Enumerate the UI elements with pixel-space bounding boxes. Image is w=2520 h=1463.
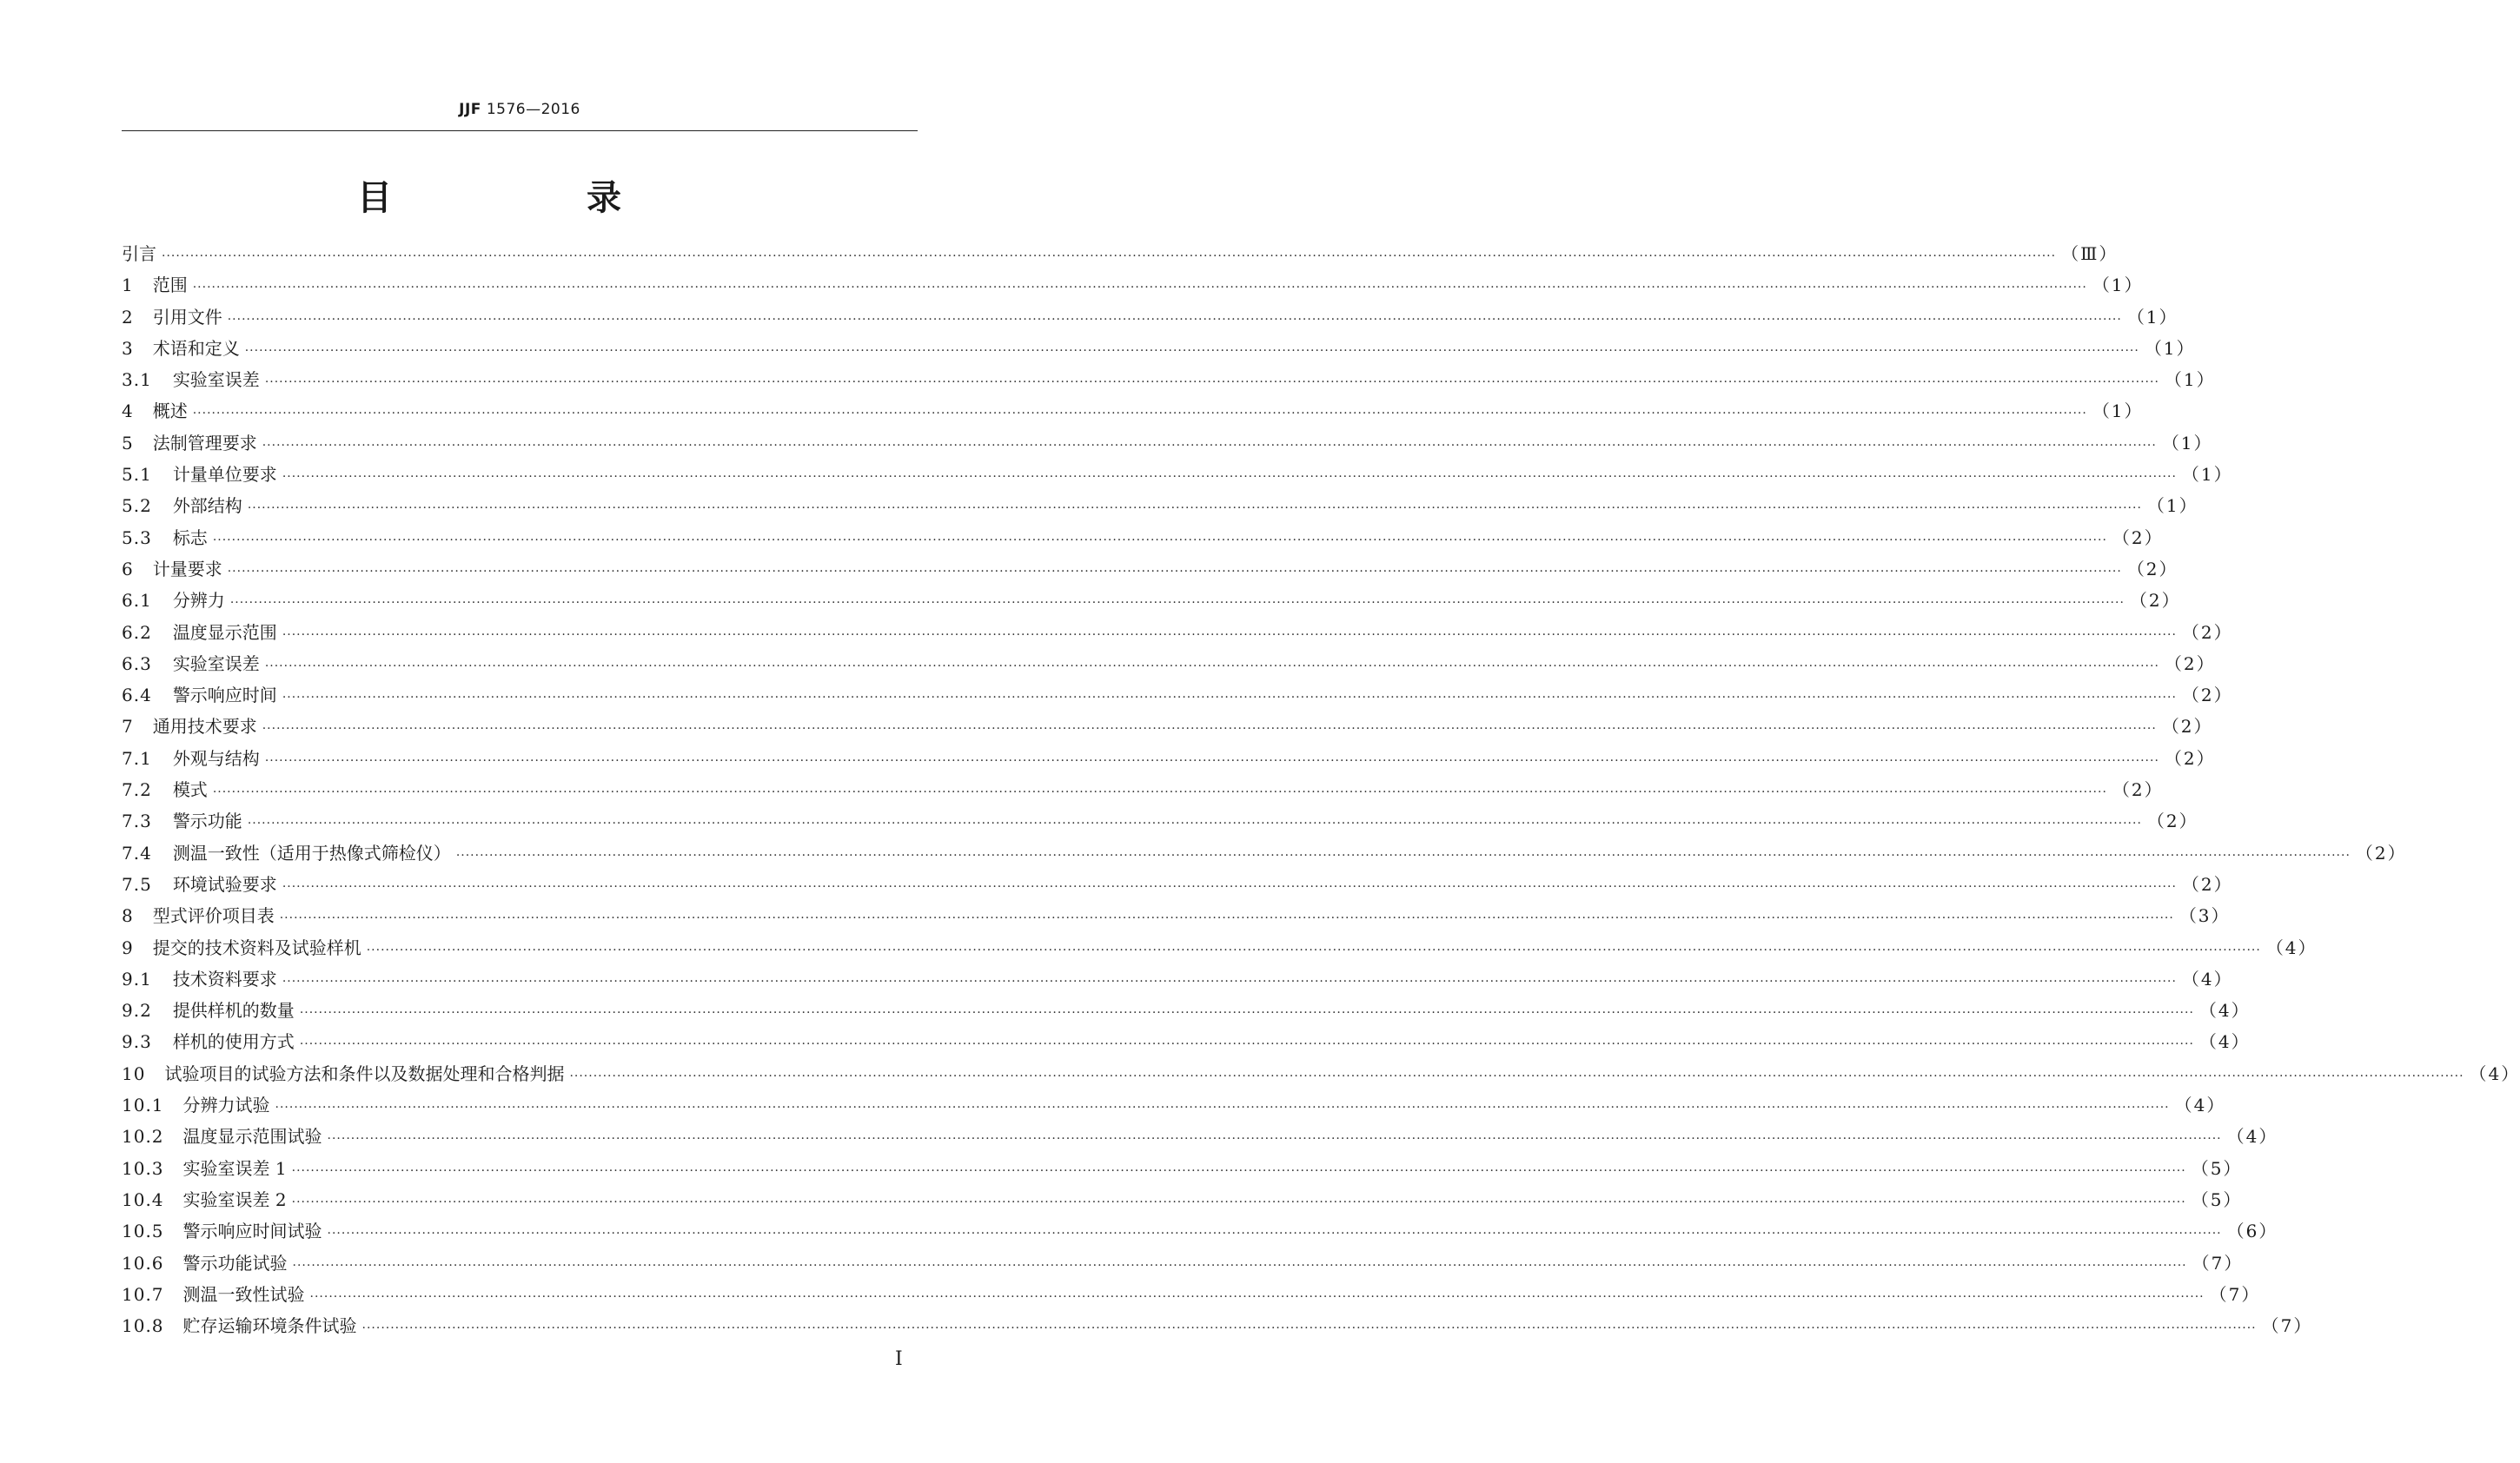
toc-entry-number: 9.3 — [122, 1031, 152, 1053]
toc-entry-number: 6.1 — [122, 590, 152, 612]
toc-entry-label: 型式评价项目表 — [152, 905, 275, 927]
toc-entry-number: 10.2 — [122, 1126, 164, 1148]
toc-entry-label: 温度显示范围试验 — [182, 1126, 322, 1148]
toc-entry-page: （2） — [2181, 621, 2233, 643]
toc-entry-page: （7） — [2209, 1283, 2261, 1305]
toc-leader-dots: ················································································································································································································································································································································································································ — [264, 375, 2159, 390]
toc-entry-number: 7 — [122, 716, 134, 738]
toc-leader-dots: ················································································································································································································································································································································································································ — [192, 281, 2087, 295]
toc-entry-number: 3 — [122, 337, 134, 359]
toc-entry-page: （1） — [2126, 306, 2178, 328]
toc-entry-label: 法制管理要求 — [152, 432, 257, 453]
toc-entry-page: （1） — [2092, 401, 2144, 422]
toc-entry-number: 7.1 — [122, 747, 152, 769]
toc-entry-label: 提交的技术资料及试验样机 — [152, 937, 361, 958]
toc-entry-number: 10.1 — [122, 1095, 164, 1116]
toc-leader-dots: ················································································································································································································································································································································································································ — [275, 1101, 2170, 1115]
toc-entry-page: （2） — [2112, 779, 2164, 801]
toc-entry-number: 6.2 — [122, 621, 152, 643]
toc-entry-label: 温度显示范围 — [172, 621, 277, 643]
toc-leader-dots: ················································································································································································································································································································································································································ — [264, 753, 2159, 768]
toc-entry-label: 警示响应时间试验 — [182, 1221, 322, 1242]
toc-entry-label: 模式 — [172, 779, 208, 801]
toc-leader-dots: ················································································································································································································································································································································································································ — [262, 438, 2157, 453]
toc-entry-number: 7.3 — [122, 811, 152, 832]
toc-leader-dots: ················································································································································································································································································································································································································ — [262, 722, 2157, 737]
toc-entry[interactable] — [122, 1122, 2278, 1154]
toc-entry-page: （4） — [2226, 1126, 2278, 1148]
toc-entry-page: （2） — [2181, 685, 2233, 706]
toc-leader-dots: ················································································································································································································································································································································································································ — [282, 470, 2177, 485]
toc-entry[interactable] — [122, 240, 2119, 271]
toc-entry-page: （1） — [2092, 275, 2144, 296]
toc-leader-dots: ················································································································································································································································································································································································································ — [229, 596, 2125, 611]
toc-leader-dots: ················································································································································································································································································································································································································ — [327, 1132, 2222, 1147]
toc-entry-number: 2 — [122, 306, 134, 328]
toc-entry[interactable] — [122, 1249, 2244, 1281]
toc-leader-dots: ················································································································································································································································································································································································································ — [291, 1163, 2186, 1178]
toc-entry-page: （2） — [2126, 558, 2178, 579]
toc-entry-label: 实验室误差 — [172, 652, 260, 674]
toc-entry[interactable] — [122, 902, 2231, 933]
toc-entry-page: （5） — [2191, 1157, 2243, 1179]
toc-entry-page: （4） — [2181, 968, 2233, 990]
toc-entry-number: 3.1 — [122, 369, 152, 391]
toc-entry[interactable] — [122, 397, 2144, 428]
toc-leader-dots: ················································································································································································································································································································································································································ — [366, 943, 2261, 957]
toc-entry[interactable] — [122, 271, 2144, 302]
toc-entry-label: 计量单位要求 — [172, 464, 277, 486]
toc-entry[interactable] — [122, 1217, 2278, 1248]
toc-entry-label: 警示功能试验 — [182, 1252, 288, 1274]
toc-entry-page: （1） — [2181, 464, 2233, 486]
toc-entry-number: 5.2 — [122, 495, 152, 517]
toc-entry[interactable] — [122, 429, 2213, 460]
toc-entry[interactable] — [122, 871, 2233, 902]
toc-entry-page: （2） — [2164, 652, 2216, 674]
toc-leader-dots: ················································································································································································································································································································································································································ — [264, 659, 2159, 673]
table-of-contents — [122, 240, 2520, 1343]
toc-entry-page: （4） — [2265, 937, 2318, 958]
toc-entry-page: （4） — [2198, 1000, 2251, 1022]
toc-entry-page: （4） — [2198, 1031, 2251, 1053]
toc-entry[interactable] — [122, 334, 2196, 366]
toc-leader-dots: ················································································································································································································································································································································································································ — [292, 1258, 2187, 1273]
toc-entry-number: 10.3 — [122, 1157, 164, 1179]
toc-entry-label: 计量要求 — [152, 558, 222, 579]
toc-entry-number: 8 — [122, 905, 134, 927]
toc-entry-number: 9.1 — [122, 968, 152, 990]
toc-leader-dots: ················································································································································································································································································································································································································ — [162, 249, 2057, 263]
toc-entry-number: 10.6 — [122, 1252, 164, 1274]
toc-entry[interactable] — [122, 524, 2164, 555]
toc-entry-label: 外部结构 — [172, 495, 242, 517]
toc-entry-page: （2） — [2112, 526, 2164, 548]
toc-entry-label: 概述 — [152, 401, 188, 422]
toc-entry-page: （1） — [2144, 337, 2196, 359]
toc-entry[interactable] — [122, 1091, 2226, 1122]
toc-entry-label: 范围 — [152, 275, 188, 296]
toc-entry[interactable] — [122, 681, 2233, 712]
toc-leader-dots: ················································································································································································································································································································································································································ — [244, 343, 2139, 358]
toc-entry-number: 5.3 — [122, 526, 152, 548]
toc-entry-number: 9 — [122, 937, 134, 958]
toc-entry-number: 4 — [122, 401, 134, 422]
toc-entry[interactable] — [122, 1281, 2261, 1312]
toc-entry-number: 10.8 — [122, 1315, 164, 1337]
toc-entry[interactable] — [122, 366, 2216, 397]
toc-leader-dots: ················································································································································································································································································································································································································ — [227, 564, 2122, 579]
toc-entry-label: 分辨力试验 — [182, 1095, 270, 1116]
toc-entry-page: （6） — [2226, 1221, 2278, 1242]
toc-entry[interactable] — [122, 996, 2251, 1028]
toc-entry[interactable] — [122, 745, 2216, 776]
toc-leader-dots: ················································································································································································································································································································································································································ — [569, 1069, 2464, 1083]
toc-leader-dots: ················································································································································································································································································································································································································ — [361, 1321, 2257, 1336]
toc-entry-label: 样机的使用方式 — [172, 1031, 295, 1053]
toc-entry[interactable] — [122, 1155, 2243, 1186]
standard-code: JJF — [459, 101, 481, 118]
toc-leader-dots: ················································································································································································································································································································································································································ — [282, 691, 2177, 705]
toc-entry-page: （2） — [2355, 842, 2407, 864]
toc-entry-number: 6.4 — [122, 685, 152, 706]
toc-entry-label: 试验项目的试验方法和条件以及数据处理和合格判据 — [164, 1062, 565, 1084]
toc-entry[interactable] — [122, 619, 2233, 650]
toc-entry-label: 警示功能 — [172, 811, 242, 832]
toc-entry-page: （7） — [2261, 1315, 2313, 1337]
toc-entry-page: （2） — [2161, 716, 2213, 738]
toc-entry[interactable] — [122, 650, 2216, 681]
toc-entry-label: 测温一致性（适用于热像式筛检仪） — [172, 842, 451, 864]
toc-leader-dots: ················································································································································································································································································································································································································ — [192, 407, 2087, 421]
toc-leader-dots: ················································································································································································································································································································································································································ — [282, 627, 2177, 642]
toc-entry[interactable] — [122, 1312, 2313, 1343]
toc-entry-label: 分辨力 — [172, 590, 225, 612]
toc-entry[interactable] — [122, 712, 2213, 744]
toc-leader-dots: ················································································································································································································································································································································································································ — [279, 911, 2174, 926]
toc-entry[interactable] — [122, 934, 2318, 965]
toc-entry-number: 10 — [122, 1062, 146, 1084]
toc-entry-page: （4） — [2469, 1062, 2520, 1084]
toc-entry-label: 通用技术要求 — [152, 716, 257, 738]
toc-entry[interactable] — [122, 492, 2198, 523]
standard-number: 1576—2016 — [486, 101, 580, 118]
toc-entry-page: （5） — [2191, 1188, 2243, 1210]
toc-leader-dots: ················································································································································································································································································································································································································ — [299, 1006, 2194, 1021]
toc-entry-label: 技术资料要求 — [172, 968, 277, 990]
toc-entry[interactable] — [122, 555, 2178, 586]
toc-entry-page: （1） — [2164, 369, 2216, 391]
toc-entry-number: 10.4 — [122, 1188, 164, 1210]
toc-entry-label: 外观与结构 — [172, 747, 260, 769]
toc-entry-number: 7.2 — [122, 779, 152, 801]
toc-entry-number: 7.4 — [122, 842, 152, 864]
running-header — [122, 101, 918, 118]
toc-entry-number: 9.2 — [122, 1000, 152, 1022]
toc-leader-dots: ················································································································································································································································································································································································································ — [212, 533, 2107, 547]
toc-leader-dots: ················································································································································································································································································································································································································ — [291, 1195, 2186, 1209]
toc-leader-dots: ················································································································································································································································································································································································································ — [299, 1037, 2194, 1052]
toc-entry-page: （2） — [2181, 873, 2233, 895]
toc-entry[interactable] — [122, 776, 2164, 807]
toc-entry-page: （2） — [2164, 747, 2216, 769]
toc-entry[interactable] — [122, 807, 2198, 838]
toc-leader-dots: ················································································································································································································································································································································································································ — [247, 817, 2142, 831]
toc-entry-page: （Ⅲ） — [2061, 243, 2119, 264]
toc-entry-page: （1） — [2161, 432, 2213, 453]
toc-entry[interactable] — [122, 965, 2233, 996]
toc-leader-dots: ················································································································································································································································································································································································································ — [227, 312, 2122, 327]
toc-entry[interactable] — [122, 1028, 2251, 1059]
toc-entry-number: 10.5 — [122, 1221, 164, 1242]
toc-leader-dots: ················································································································································································································································································································································································································ — [282, 879, 2177, 894]
toc-entry-label: 贮存运输环境条件试验 — [182, 1315, 357, 1337]
toc-leader-dots: ················································································································································································································································································································································································································ — [309, 1289, 2205, 1304]
toc-entry[interactable] — [122, 303, 2178, 334]
toc-entry-label: 环境试验要求 — [172, 873, 277, 895]
toc-entry[interactable] — [122, 586, 2181, 618]
toc-entry-number: 6 — [122, 558, 134, 579]
toc-entry-number: 5.1 — [122, 464, 152, 486]
toc-entry[interactable] — [122, 1186, 2243, 1217]
page-number: Ⅰ — [895, 1348, 903, 1370]
toc-entry-page: （2） — [2129, 590, 2181, 612]
toc-entry-label: 引言 — [122, 243, 156, 264]
toc-entry-page: （4） — [2174, 1095, 2226, 1116]
toc-entry-label: 标志 — [172, 526, 208, 548]
toc-entry-label: 实验室误差 2 — [182, 1188, 287, 1210]
toc-entry-number: 10.7 — [122, 1283, 164, 1305]
toc-entry-label: 测温一致性试验 — [182, 1283, 305, 1305]
toc-entry-page: （3） — [2178, 905, 2231, 927]
page-title: 目 录 — [357, 178, 682, 218]
toc-entry-number: 6.3 — [122, 652, 152, 674]
toc-entry-label: 警示响应时间 — [172, 685, 277, 706]
toc-entry-page: （2） — [2146, 811, 2198, 832]
toc-entry-label: 引用文件 — [152, 306, 222, 328]
toc-entry-page: （7） — [2192, 1252, 2244, 1274]
toc-entry[interactable] — [122, 460, 2233, 492]
toc-leader-dots: ················································································································································································································································································································································································································ — [455, 848, 2351, 863]
toc-entry-label: 术语和定义 — [152, 337, 240, 359]
toc-leader-dots: ················································································································································································································································································································································································································ — [282, 974, 2177, 989]
toc-leader-dots: ················································································································································································································································································································································································································ — [327, 1227, 2222, 1241]
toc-leader-dots: ················································································································································································································································································································································································································ — [212, 785, 2107, 800]
toc-entry-number: 7.5 — [122, 873, 152, 895]
toc-leader-dots: ················································································································································································································································································································································································································ — [247, 501, 2142, 516]
toc-entry-page: （1） — [2146, 495, 2198, 517]
toc-entry-number: 1 — [122, 275, 134, 296]
toc-entry-label: 实验室误差 1 — [182, 1157, 287, 1179]
toc-entry-label: 提供样机的数量 — [172, 1000, 295, 1022]
toc-entry[interactable] — [122, 839, 2407, 871]
toc-entry[interactable] — [122, 1060, 2520, 1091]
toc-entry-label: 实验室误差 — [172, 369, 260, 391]
toc-entry-number: 5 — [122, 432, 134, 453]
header-rule — [122, 130, 918, 131]
